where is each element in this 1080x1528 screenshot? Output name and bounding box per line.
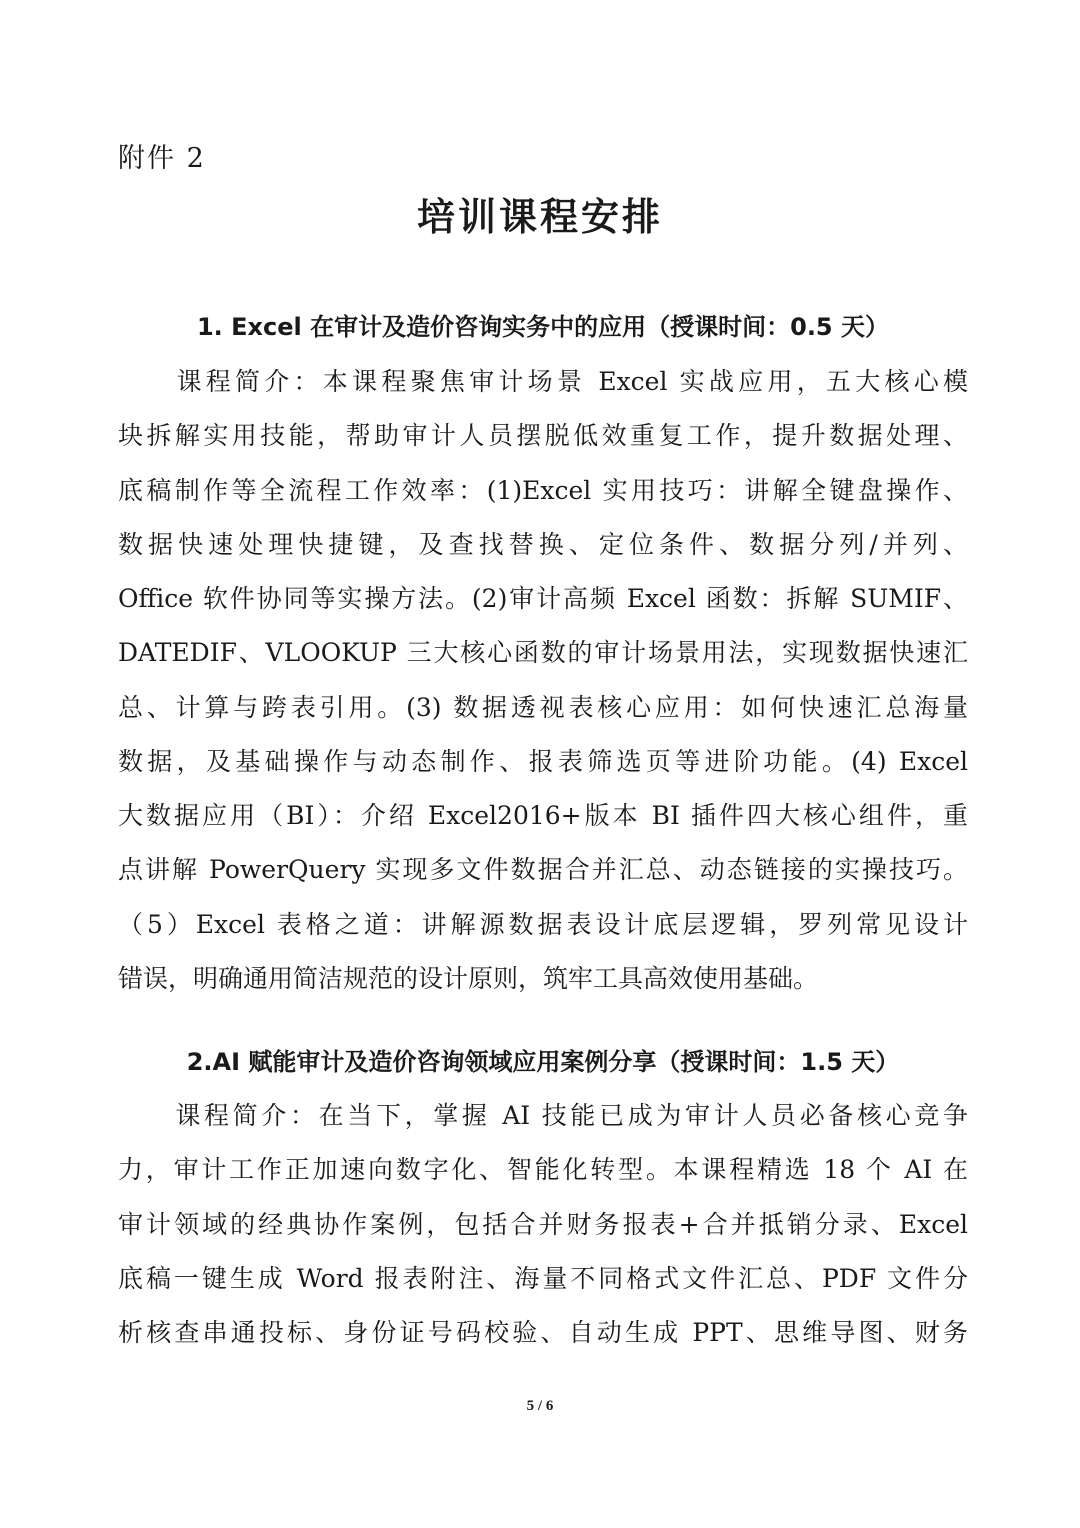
course-1-heading: 1. Excel 在审计及造价咨询实务中的应用（授课时间：0.5 天） — [196, 313, 889, 341]
course-1-line: 错误，明确通用简洁规范的设计原则，筑牢工具高效使用基础。 — [118, 963, 819, 993]
page-title: 培训课程安排 — [416, 195, 663, 239]
course-1-line: 数据快速处理快捷键，及查找替换、定位条件、数据分列/并列、 — [118, 529, 968, 559]
course-1-description — [118, 362, 968, 1013]
course-1-line: 大数据应用（BI）：介绍 Excel2016+版本 BI 插件四大核心组件，重 — [118, 801, 968, 830]
attachment-label: 附件 2 — [118, 143, 206, 174]
course-2-line: 力，审计工作正加速向数字化、智能化转型。本课程精选 18 个 AI 在 — [118, 1155, 968, 1185]
course-2-line: 审计领域的经典协作案例，包括合并财务报表+合并抵销分录、Excel — [118, 1209, 968, 1239]
course-2-line: 课程简介：在当下，掌握 AI 技能已成为审计人员必备核心竞争 — [118, 1101, 968, 1130]
course-1-line: 数据，及基础操作与动态制作、报表筛选页等进阶功能。(4) Excel — [118, 746, 968, 776]
course-2-description — [118, 1096, 968, 1367]
course-1-line: DATEDIF、VLOOKUP 三大核心函数的审计场景用法，实现数据快速汇 — [118, 638, 968, 668]
course-1-line: 块拆解实用技能，帮助审计人员摆脱低效重复工作，提升数据处理、 — [118, 421, 968, 451]
course-2-line: 析核查串通投标、身份证号码校验、自动生成 PPT、思维导图、财务 — [118, 1318, 968, 1347]
course-2-line: 底稿一键生成 Word 报表附注、海量不同格式文件汇总、PDF 文件分 — [118, 1263, 968, 1293]
course-1-line: 点讲解 PowerQuery 实现多文件数据合并汇总、动态链接的实操技巧。 — [118, 855, 968, 885]
course-1-line: Office 软件协同等实操方法。(2)审计高频 Excel 函数：拆解 SUMIF、 — [118, 584, 968, 613]
course-1-line: 课程简介：本课程聚焦审计场景 Excel 实战应用，五大核心模 — [118, 367, 968, 396]
page-number: 5 / 6 — [526, 1398, 554, 1414]
course-1-line: 底稿制作等全流程工作效率：(1)Excel 实用技巧：讲解全键盘操作、 — [118, 475, 968, 505]
course-2-heading: 2.AI 赋能审计及造价咨询领域应用案例分享（授课时间：1.5 天） — [186, 1048, 900, 1076]
course-1-line: 总、计算与跨表引用。(3) 数据透视表核心应用：如何快速汇总海量 — [118, 692, 968, 722]
course-1-line: （5）Excel 表格之道：讲解源数据表设计底层逻辑，罗列常见设计 — [118, 909, 968, 939]
